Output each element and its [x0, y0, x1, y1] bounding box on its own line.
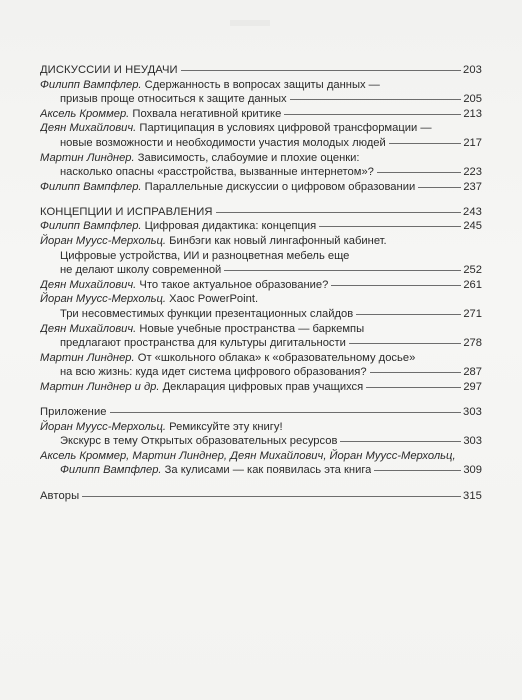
toc-entry-text	[60, 136, 386, 151]
toc-page-number: 237	[463, 180, 482, 193]
toc-entry-line	[40, 420, 482, 435]
toc-entry-line	[40, 165, 482, 180]
toc-entry-title: Партиципация в условиях цифровой трансформации —	[139, 122, 432, 135]
toc-entry-author: Филипп Вампфлер.	[60, 464, 162, 477]
toc-entry-text	[40, 351, 415, 366]
dot-leader-line	[110, 412, 461, 413]
toc-entry-author: Аксель Кроммер.	[40, 107, 130, 120]
toc-entry-text	[40, 278, 328, 293]
dot-leader-line	[349, 343, 461, 344]
page-shadow	[230, 20, 270, 26]
toc-entry-author: Йоран Муусс-Мерхольц.	[40, 420, 167, 433]
dot-leader-line	[356, 314, 461, 315]
toc-entry-author: Мартин Линднер.	[40, 151, 135, 164]
toc-entry-author: Филипп Вампфлер.	[40, 180, 142, 193]
toc-entry-line	[40, 307, 482, 322]
toc-page-number: 223	[463, 166, 482, 179]
dot-leader-line	[418, 187, 461, 188]
toc-entry-author: Йоран Муусс-Мерхольц.	[40, 235, 167, 248]
dot-leader-line	[82, 496, 461, 497]
toc-entry-author: Филипп Вампфлер.	[40, 78, 142, 91]
toc-entry-line	[40, 78, 482, 93]
toc-entry-author: Деян Михайлович.	[40, 122, 137, 135]
toc-entry-line	[40, 151, 482, 166]
toc-entry-author: Филипп Вампфлер.	[40, 220, 142, 233]
toc-page-number: 213	[463, 107, 482, 120]
toc-page-number: 303	[463, 406, 482, 419]
toc-heading-label: Приложение	[40, 406, 107, 419]
dot-leader-line	[331, 285, 461, 286]
toc-entry-line	[40, 121, 482, 136]
dot-leader-line	[366, 387, 461, 388]
toc-entry-text	[60, 463, 371, 478]
toc-section-2	[40, 405, 482, 478]
toc-page-number: 243	[463, 205, 482, 218]
toc-section-0	[40, 63, 482, 194]
toc-page-number: 271	[463, 308, 482, 320]
toc-entry-text	[60, 249, 349, 264]
toc-entry-title: на всю жизнь: куда идет система цифрового образования?	[60, 366, 367, 379]
toc-entry-text	[60, 365, 367, 380]
toc-page-number: 278	[463, 337, 482, 350]
toc-entry-title: Цифровая дидактика: концепция	[144, 220, 317, 233]
toc-entry-line	[40, 336, 482, 351]
toc-entry-line	[40, 380, 482, 395]
toc-entry-line	[40, 180, 482, 195]
dot-leader-line	[340, 441, 461, 442]
toc-section-3	[40, 489, 482, 504]
toc-entry-text	[60, 165, 374, 180]
toc-entry-line	[40, 107, 482, 122]
dot-leader-line	[284, 114, 461, 115]
table-of-contents	[40, 63, 482, 514]
dot-leader-line	[181, 70, 461, 71]
dot-leader-line	[374, 470, 461, 471]
toc-entry-line	[40, 278, 482, 293]
toc-entry-text	[60, 336, 346, 351]
toc-entry-title: насколько опасны «расстройства, вызванные интернетом»?	[60, 166, 374, 179]
dot-leader-line	[377, 172, 461, 173]
toc-entry-title: За кулисами — как появилась эта книга	[164, 464, 372, 477]
toc-entry-title: Цифровые устройства, ИИ и разноцветная мебель еще	[60, 249, 350, 262]
toc-heading	[40, 489, 482, 504]
toc-entry-line	[40, 249, 482, 264]
toc-entry-title: не делают школу современной	[60, 264, 222, 277]
toc-entry-line	[40, 322, 482, 337]
toc-entry-line	[40, 263, 482, 278]
toc-heading	[40, 205, 482, 220]
toc-page-number: 217	[463, 136, 482, 149]
toc-entry-text	[60, 263, 221, 278]
toc-entry-title: предлагают пространства для культуры дигитальности	[60, 337, 346, 350]
toc-entry-line	[40, 219, 482, 234]
toc-entry-title: призыв проще относиться к защите данных	[60, 93, 287, 106]
dot-leader-line	[389, 143, 462, 144]
toc-entry-title: Похвала негативной критике	[132, 107, 282, 120]
toc-entry-text	[40, 180, 415, 195]
toc-entry-text	[40, 449, 456, 464]
toc-entry-text	[40, 107, 281, 122]
toc-page-number: 205	[463, 93, 482, 106]
toc-entry-line	[40, 434, 482, 449]
toc-entry-title: Что такое актуальное образование?	[139, 278, 329, 291]
toc-heading	[40, 63, 482, 78]
toc-page-number: 261	[463, 278, 482, 291]
dot-leader-line	[224, 270, 461, 271]
toc-entry-title: Три несовместимых функции презентационных слайдов	[60, 308, 354, 320]
toc-page-number: 245	[463, 220, 482, 233]
toc-heading-label: Авторы	[40, 489, 80, 502]
toc-entry-author: Деян Михайлович.	[40, 278, 137, 291]
toc-entry-title: Зависимость, слабоумие и плохие оценки:	[137, 151, 360, 164]
toc-entry-title: Ремиксуйте эту книгу!	[169, 420, 283, 433]
toc-entry-line	[40, 351, 482, 366]
dot-leader-line	[370, 372, 462, 373]
toc-page-number: 297	[463, 380, 482, 393]
toc-entry-title: Сдержанность в вопросах защиты данных —	[144, 78, 380, 91]
toc-entry-text	[40, 78, 380, 93]
toc-entry-line	[40, 234, 482, 249]
toc-entry-title: Бинбэги как новый лингафонный кабинет.	[169, 235, 387, 248]
toc-page-number: 203	[463, 64, 482, 76]
dot-leader-line	[290, 99, 462, 100]
toc-entry-author: Аксель Кроммер, Мартин Линднер, Деян Михайлович, Йоран Муусс-Мерхольц,	[40, 449, 456, 462]
toc-entry-author: Мартин Линднер и др.	[40, 380, 160, 393]
toc-entry-title: От «школьного облака» к «образовательному досье»	[137, 351, 416, 364]
toc-entry-text	[40, 380, 363, 395]
toc-entry-line	[40, 136, 482, 151]
toc-entry-text	[60, 307, 353, 322]
dot-leader-line	[319, 226, 461, 227]
toc-entry-line	[40, 463, 482, 478]
toc-page-number: 315	[463, 489, 482, 502]
toc-entry-text	[60, 92, 287, 107]
toc-entry-title: новые возможности и необходимости участия молодых людей	[60, 136, 386, 149]
toc-entry-text	[60, 434, 337, 449]
toc-entry-text	[40, 219, 316, 234]
dot-leader-line	[216, 212, 461, 213]
toc-entry-text	[40, 322, 364, 337]
toc-page-number: 309	[463, 464, 482, 477]
toc-heading-label: ДИСКУССИИ И НЕУДАЧИ	[40, 64, 178, 76]
toc-heading	[40, 405, 482, 420]
toc-entry-line	[40, 292, 482, 307]
toc-entry-author: Деян Михайлович.	[40, 322, 137, 335]
toc-entry-title: Хаос PowerPoint.	[169, 293, 259, 306]
toc-page-number: 303	[463, 435, 482, 448]
toc-page-number: 252	[463, 264, 482, 277]
toc-entry-text	[40, 234, 387, 249]
toc-entry-text	[40, 151, 360, 166]
toc-entry-title: Экскурс в тему Открытых образовательных ресурсов	[60, 435, 338, 448]
toc-entry-text	[40, 292, 258, 307]
toc-page-number: 287	[463, 366, 482, 379]
toc-entry-title: Новые учебные пространства — баркемпы	[139, 322, 365, 335]
toc-entry-author: Мартин Линднер.	[40, 351, 135, 364]
toc-entry-title: Декларация цифровых прав учащихся	[162, 380, 364, 393]
toc-section-1	[40, 205, 482, 395]
toc-entry-author: Йоран Муусс-Мерхольц.	[40, 293, 167, 306]
toc-entry-line	[40, 365, 482, 380]
toc-entry-line	[40, 449, 482, 464]
toc-entry-text	[40, 420, 283, 435]
toc-entry-line	[40, 92, 482, 107]
toc-heading-label: КОНЦЕПЦИИ И ИСПРАВЛЕНИЯ	[40, 205, 213, 218]
toc-entry-title: Параллельные дискуссии о цифровом образовании	[144, 180, 416, 193]
toc-entry-text	[40, 121, 432, 136]
